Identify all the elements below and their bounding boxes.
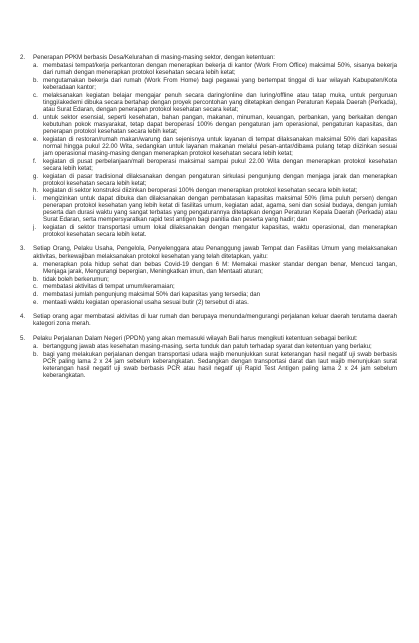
- item-letter: b.: [33, 350, 39, 358]
- list-item: [33, 283, 397, 290]
- section-intro: Setiap orang agar membatasi aktivitas di luar rumah dan berupaya menunda/mengurangi perjalanan keluar daerah terutama daerah kategori zona merah.: [33, 312, 397, 327]
- item-letter: e.: [33, 135, 39, 143]
- item-text: mengutamakan bekerja dari rumah (Work From Home) bagi pegawai yang bertempat tinggal di luar wilayah Kabupaten/Kota keberadaan kantor;: [43, 76, 397, 92]
- list-item: [33, 92, 397, 113]
- item-text: membatasi tempat/kerja perkantoran dengan menerapkan bekerja di kantor (Work From Office) maksimal 50%, sisanya bekerja dari rumah dengan menerapkan protokol kesehatan secara lebih ketat;: [43, 62, 397, 77]
- item-letter: g.: [33, 172, 39, 180]
- section-number: 2.: [20, 54, 26, 61]
- section-intro: Setiap Orang, Pelaku Usaha, Pengelola, Penyelenggara atau Penanggung jawab Tempat dan Fasilitas Umum yang melaksanakan aktivitas, berkewajiban melaksanakan protokol kesehatan yang telah ditetapkan, yaitu:: [33, 245, 397, 260]
- section-5: [20, 335, 397, 379]
- section-4: [20, 313, 397, 328]
- section-number: 3.: [20, 245, 26, 253]
- list-item: [33, 62, 397, 76]
- section-2: [20, 54, 397, 238]
- item-text: melaksanakan kegiatan belajar mengajar penuh secara daring/online dan luring/offline atau tatap muka, untuk perguruan tinggi/akedemi dibuka secara bertahap dengan proyek percontohan yang ditetapkan dengan Peraturan Kepala Daerah (Perkada), atau Surat Edaran, dengan penerapan protokol kesehatan secara ketat;: [43, 91, 397, 114]
- list-item: [33, 158, 397, 172]
- item-letter: d.: [33, 113, 39, 121]
- item-letter: i.: [33, 194, 37, 202]
- item-letter: e.: [33, 298, 39, 306]
- item-text: bagi yang melakukan perjalanan dengan transportasi udara wajib menunjukkan surat keterangan hasil negatif uji swab berbasis PCR paling lama 2 x 24 jam sebelum keberangkatan. Sedangkan dengan transportasi darat dan laut wajib menunjukan surat keterangan hasil negatif uji swab berbasis PCR atau hasil negatif uji Rapid Test Antigen paling lama 2 x 24 jam sebelum keberangkatan.: [43, 350, 397, 380]
- item-text: mentaati waktu kegiatan operasional usaha sesuai butir (2) tersebut di atas.: [43, 298, 249, 306]
- list-item: [33, 291, 397, 298]
- item-text: kegiatan di pusat perbelanjaan/mall beroperasi maksimal sampai pukul 22.00 Wita dengan menerapkan protokol kesehatan secara lebih ketat;: [43, 157, 397, 172]
- item-text: kegiatan di sektor transportasi umum lokal dilaksanakan dengan mengatur kapasitas, waktu operasional, dan menerapkan protokol kesehatan secara lebih ketat.: [43, 224, 397, 239]
- list-item: [33, 276, 397, 283]
- item-text: menerapkan pola hidup sehat dan bebas Covid-19 dengan 6 M: Memakai masker standar dengan benar, Mencuci tangan, Menjaga jarak, Mengurangi bepergian, Meningkatkan imun, dan Mentaati aturan;: [43, 260, 397, 275]
- list-item: [33, 77, 397, 91]
- list-item: [33, 224, 397, 238]
- section-3: [20, 245, 397, 305]
- list-item: [33, 351, 397, 380]
- item-letter: h.: [33, 187, 39, 195]
- item-text: kegiatan di pasar tradisional dilaksanakan dengan pengaturan sirkulasi pengunjung dengan menjaga jarak dan menerapkan protokol kesehatan secara lebih ketat;: [43, 172, 397, 187]
- list-item: [33, 187, 397, 194]
- item-text: membatasi jumlah pengunjung maksimal 50% dari kapasitas yang tersedia; dan: [43, 290, 261, 298]
- item-letter: a.: [33, 343, 39, 351]
- item-letter: f.: [33, 157, 37, 165]
- item-text: untuk sektor esensial, seperti kesehatan, bahan pangan, makanan, minuman, keuangan, perbankan, yang berkaitan dengan kebutuhan pokok masyarakat, tetap dapat beroperasi 100% dengan pengaturan jam operasional, pengaturan kapasitas, dan penerapan protokol kesehatan secara lebih ketat;: [43, 113, 397, 136]
- list-item: [33, 299, 397, 306]
- item-text: membatasi aktivitas di tempat umum/keramaian;: [43, 283, 175, 291]
- list-item: [33, 261, 397, 275]
- list-item: [33, 173, 397, 187]
- section-number: 5.: [20, 334, 26, 342]
- item-letter: b.: [33, 275, 39, 283]
- item-text: kegiatan di restoran/rumah makan/warung dan sejenisnya untuk layanan di tempat dilaksanakan maksimal 50% dari kapasitas normal hingga pukul 22.00 Wita, sedangkan untuk layanan makanan melalui pesan-antar/dibawa pulang tetap diizinkan sesuai jam operasional masing-masing dengan menerapkan protokol kesehatan secara lebih ketat;: [43, 135, 397, 158]
- item-text: bertanggung jawab atas kesehatan masing-masing, serta tunduk dan patuh terhadap syarat dan ketentuan yang berlaku;: [43, 343, 372, 351]
- list-item: [33, 114, 397, 135]
- item-text: tidak boleh berkerumun;: [43, 275, 109, 283]
- item-text: kegiatan di sektor konstruksi diizinkan beroperasi 100% dengan menerapkan protokol kesehatan secara lebih ketat;: [43, 187, 358, 195]
- item-letter: b.: [33, 76, 39, 84]
- item-text: mengizinkan untuk dapat dibuka dan dilaksanakan dengan pembatasan kapasitas maksimal 50% (lima puluh persen) dengan penerapan protokol kesehatan yang lebih ketat di fasilitas umum, kegiatan adat, agama, seni dan sosial budaya, dengan jumlah peserta dan durasi waktu yang sangat terbatas yang pengaturannya ditetapkan dengan Peraturan Kepala Daerah (Perkada) atau Surat Edaran, serta mempersyaratkan rapid test antigen bagi panitia dan peserta yang hadir; dan: [43, 194, 397, 224]
- list-item: [33, 195, 397, 224]
- item-letter: j.: [33, 224, 37, 232]
- section-number: 4.: [20, 312, 26, 320]
- list-item: [33, 343, 397, 350]
- list-item: [33, 136, 397, 157]
- item-letter: d.: [33, 290, 39, 298]
- section-intro: Pelaku Perjalanan Dalam Negeri (PPDN) yang akan memasuki wilayah Bali harus mengikuti ketentuan sebagai berikut:: [33, 334, 358, 342]
- item-letter: c.: [33, 283, 38, 291]
- item-letter: c.: [33, 91, 38, 99]
- section-intro: Penerapan PPKM berbasis Desa/Kelurahan di masing-masing sektor, dengan ketentuan:: [33, 54, 276, 61]
- item-letter: a.: [33, 260, 39, 268]
- item-letter: a.: [33, 62, 39, 70]
